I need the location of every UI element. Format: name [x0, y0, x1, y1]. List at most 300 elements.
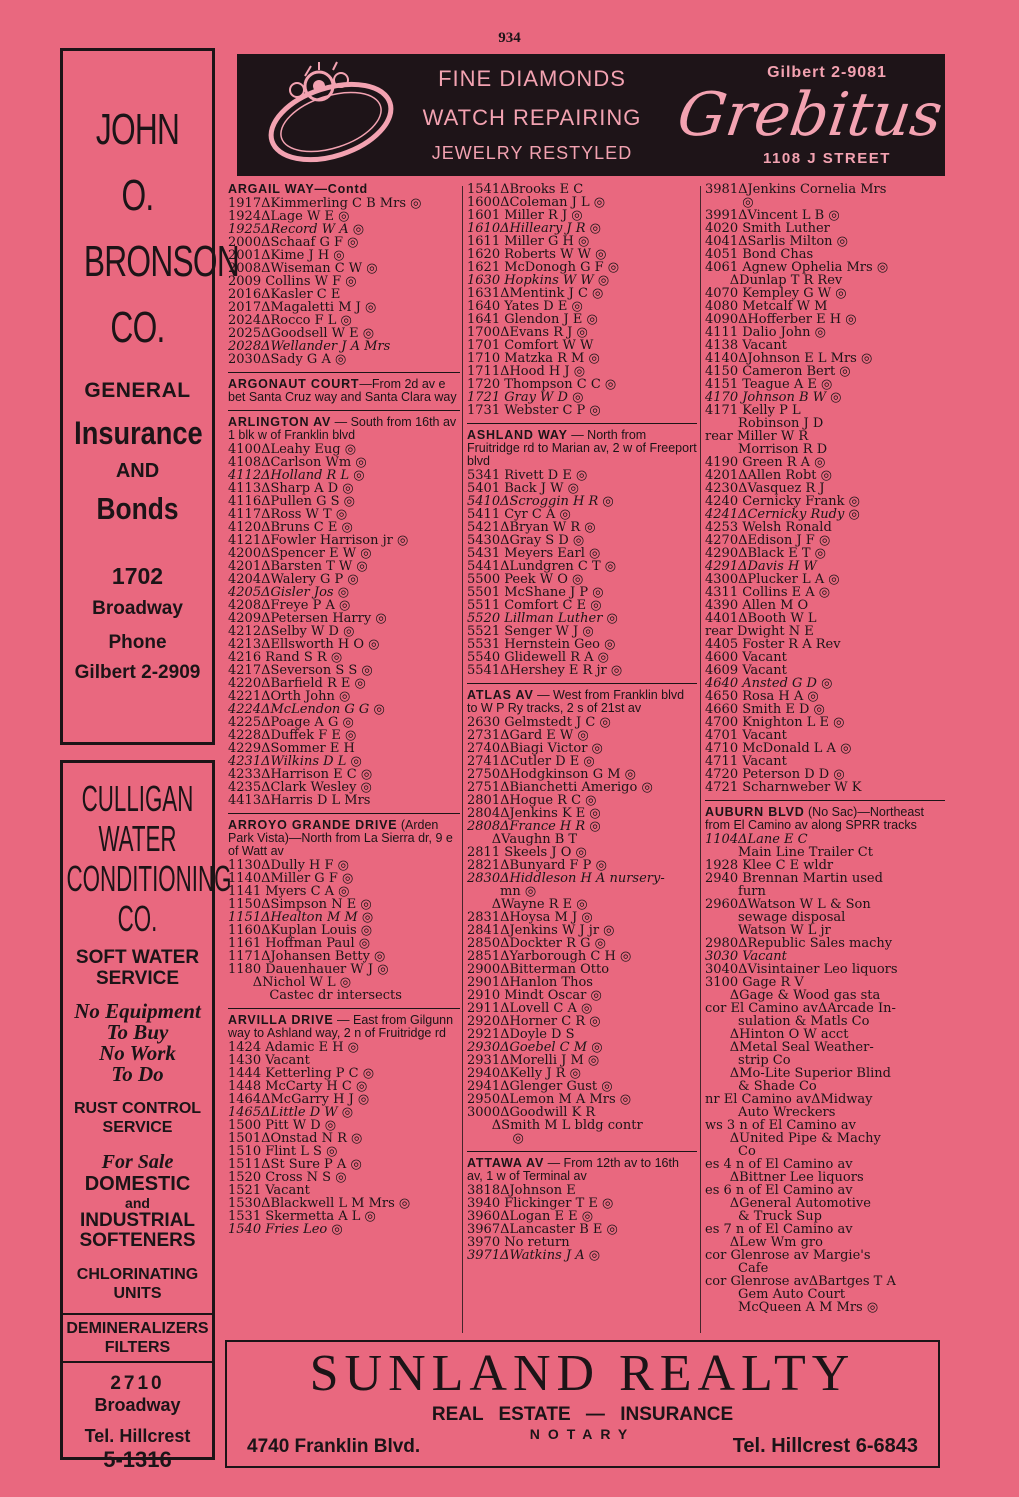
directory-entry: 5501 McShane J P ◎ [467, 586, 604, 599]
directory-entry: 4600 Vacant [705, 651, 787, 664]
culligan-name-1: CULLIGAN [81, 778, 194, 819]
directory-entry: Castec dr intersects [228, 989, 402, 1002]
directory-entry: 1161 Hoffman Paul ◎ [228, 937, 371, 950]
directory-entry: 1160ΔKuplan Louis ◎ [228, 924, 373, 937]
directory-entry: 2830ΔHiddleson H A nursery- [467, 872, 665, 885]
directory-entry: 1130ΔDully H F ◎ [228, 859, 350, 872]
street-description: — East from Gilgunn way to Ashland way, 2 n of Fruitridge rd [228, 1013, 454, 1040]
bronson-insurance: Insurance [74, 415, 203, 451]
street-section [467, 683, 697, 1145]
directory-entry: 2980ΔRepublic Sales machy [705, 937, 893, 950]
street-heading [228, 813, 460, 858]
directory-entry: 1140ΔMiller G F ◎ [228, 872, 354, 885]
directory-entry: 2930ΔGoebel C M ◎ [467, 1041, 603, 1054]
directory-entry: ΔGeneral Automotive [705, 1197, 871, 1210]
bronson-insurance-ad [60, 48, 240, 745]
directory-entry: 4235ΔClark Wesley ◎ [228, 781, 372, 794]
directory-entry: 4170 Johnson B W ◎ [705, 391, 842, 404]
directory-entry: 2940 Brennan Martin used [705, 872, 883, 885]
directory-entry: 4660 Smith E D ◎ [705, 703, 825, 716]
directory-entry: 4231ΔWilkins D L ◎ [228, 755, 362, 768]
directory-entry: ΔHinton O W acct [705, 1028, 849, 1041]
directory-entry: 2030ΔSady G A ◎ [228, 353, 347, 366]
directory-entry: 1444 Ketterling P C ◎ [228, 1067, 375, 1080]
directory-entry: 1917ΔKimmerling C B Mrs ◎ [228, 197, 422, 210]
culligan-tel-label: Tel. Hillcrest [84, 1426, 191, 1446]
directory-entry: 1424 Adamic E H ◎ [228, 1041, 360, 1054]
sunland-realty-ad [225, 1340, 940, 1468]
directory-entry: McQueen A M Mrs ◎ [705, 1301, 879, 1314]
directory-entry: 2741ΔCutler D E ◎ [467, 755, 595, 768]
directory-entry: Cafe [705, 1262, 769, 1275]
directory-entry: ΔBittner Lee liquors [705, 1171, 864, 1184]
directory-entry: 5540 Glidewell R A ◎ [467, 651, 609, 664]
directory-entry: 4061 Agnew Ophelia Mrs ◎ [705, 261, 889, 274]
directory-entry: 2941ΔGlenger Gust ◎ [467, 1080, 613, 1093]
directory-entry: 2950ΔLemon M A Mrs ◎ [467, 1093, 632, 1106]
directory-entry: 1521 Vacant [228, 1184, 310, 1197]
street-heading [228, 183, 460, 196]
directory-entry: 4041ΔSarlis Milton ◎ [705, 235, 848, 248]
culligan-address-number: 2710 [110, 1373, 165, 1394]
directory-entry: 4721 Scharnweber W K [705, 781, 862, 794]
directory-entry: 4108ΔCarlson Wm ◎ [228, 456, 367, 469]
culligan-rust-service: SERVICE [102, 1119, 173, 1136]
directory-entry: 1141 Myers C A ◎ [228, 885, 350, 898]
directory-entry: Auto Wreckers [705, 1106, 836, 1119]
culligan-tel-number: 5-1316 [103, 1447, 172, 1472]
street-heading [467, 683, 697, 715]
column-divider [462, 186, 463, 1333]
directory-entry: 5521 Senger W J ◎ [467, 625, 594, 638]
directory-entry: 4051 Bond Chas [705, 248, 814, 261]
directory-entry: 1600ΔColeman J L ◎ [467, 196, 606, 209]
directory-entry: 1610ΔHilleary J R ◎ [467, 222, 602, 235]
directory-entry: 4204ΔWalery G P ◎ [228, 573, 359, 586]
directory-entry: 4405 Foster R A Rev [705, 638, 841, 651]
bronson-and: AND [115, 460, 160, 482]
directory-entry: cor Glenrose avΔBartges T A [705, 1275, 896, 1288]
directory-entry: 5541ΔHershey E R jr ◎ [467, 664, 623, 677]
directory-entry: 4171 Kelly P L [705, 404, 801, 417]
directory-entry: 2831ΔHoysa M J ◎ [467, 911, 593, 924]
street-name: ATTAWA AV [467, 1156, 545, 1170]
directory-entry: 4138 Vacant [705, 339, 787, 352]
directory-entry: 5441ΔLundgren C T ◎ [467, 560, 617, 573]
directory-entry: 1501ΔOnstad N R ◎ [228, 1132, 363, 1145]
directory-entry: ΔWayne R E ◎ [467, 898, 588, 911]
directory-entry: 2808ΔFrance H R ◎ [467, 820, 601, 833]
directory-entry: 2025ΔGoodsell W E ◎ [228, 327, 375, 340]
directory-entry: rear Miller W R [705, 430, 809, 443]
culligan-name-3: CONDITIONING [66, 858, 232, 899]
street-section [228, 410, 460, 807]
culligan-demineralizers: DEMINERALIZERS [66, 1320, 209, 1337]
directory-entry: 2008ΔWiseman C W ◎ [228, 262, 378, 275]
directory-entry: 2024ΔRocco F L ◎ [228, 314, 352, 327]
directory-entry: 2017ΔMagaletti M J ◎ [228, 301, 377, 314]
directory-entry: 5401 Back J W ◎ [467, 482, 579, 495]
directory-entry: 2028ΔWellander J A Mrs [228, 340, 391, 353]
directory-entry: 2801ΔHogue R C ◎ [467, 794, 597, 807]
directory-entry: 1711ΔHood H J ◎ [467, 365, 586, 378]
bronson-general: GENERAL [84, 379, 191, 402]
directory-entry: ΔLew Wm gro [705, 1236, 823, 1249]
street-description: — From 12th av to 16th av, 1 w of Terminal av [467, 1156, 679, 1183]
street-heading [705, 800, 945, 832]
directory-entry: 2016ΔKasler C E [228, 288, 341, 301]
directory-entry: Robinson J D [705, 417, 824, 430]
directory-entry: 2851ΔYarborough C H ◎ [467, 950, 632, 963]
directory-entry: 2960ΔWatson W L & Son [705, 898, 871, 911]
bronson-name-2: O. [121, 171, 154, 220]
directory-entry: 3818ΔJohnson E [467, 1184, 576, 1197]
directory-entry: strip Co [705, 1054, 791, 1067]
directory-entry: 4117ΔRoss W T ◎ [228, 508, 348, 521]
directory-entry: 4291ΔDavis H W [705, 560, 817, 573]
directory-entry: 4228ΔDuffek F E ◎ [228, 729, 357, 742]
directory-entry: 4200ΔSpencer E W ◎ [228, 547, 372, 560]
directory-entry: 4700 Knighton L E ◎ [705, 716, 845, 729]
directory-entry: 1448 McCarty H C ◎ [228, 1080, 368, 1093]
banner-grebitus-name: Grebitus [673, 80, 947, 150]
directory-entry: 4401ΔBooth W L [705, 612, 817, 625]
directory-entry: 3040ΔVisintainer Leo liquors [705, 963, 898, 976]
directory-entry: 4710 McDonald L A ◎ [705, 742, 852, 755]
directory-entry: 3991ΔVincent L B ◎ [705, 209, 840, 222]
directory-entry: 4650 Rosa H A ◎ [705, 690, 819, 703]
directory-entry: 4100ΔLeahy Eug ◎ [228, 443, 357, 456]
directory-entry: 1925ΔRecord W A ◎ [228, 223, 365, 236]
directory-entry: 2750ΔHodgkinson G M ◎ [467, 768, 636, 781]
directory-entry: es 4 n of El Camino av [705, 1158, 853, 1171]
directory-entry: 4640 Ansted G D ◎ [705, 677, 833, 690]
directory-entry: 1180 Dauenhauer W J ◎ [228, 963, 389, 976]
directory-entry: 4213ΔEllsworth H O ◎ [228, 638, 380, 651]
directory-entry: nr El Camino avΔMidway [705, 1093, 873, 1106]
directory-entry: Co [705, 1145, 756, 1158]
directory-entry: 4201ΔBarsten T W ◎ [228, 560, 368, 573]
directory-entry: & Truck Sup [705, 1210, 822, 1223]
directory-entry: 1531 Skermetta A L ◎ [228, 1210, 376, 1223]
directory-entry: 2630 Gelmstedt J C ◎ [467, 716, 611, 729]
directory-entry: 2811 Skeels J O ◎ [467, 846, 587, 859]
directory-entry: furn [705, 885, 766, 898]
directory-entry: 4240 Cernicky Frank ◎ [705, 495, 860, 508]
directory-entry: Morrison R D [705, 443, 828, 456]
directory-entry: cor Glenrose av Margie's [705, 1249, 871, 1262]
directory-column-3 [705, 183, 945, 1320]
directory-entry: 1720 Thompson C C ◎ [467, 378, 617, 391]
directory-entry: 4217ΔSeverson S S ◎ [228, 664, 373, 677]
directory-entry: Main Line Trailer Ct [705, 846, 873, 859]
directory-entry: 1601 Miller R J ◎ [467, 209, 583, 222]
banner-phone: Gilbert 2-9081 [767, 64, 887, 81]
directory-entry: 2900ΔBitterman Otto [467, 963, 610, 976]
banner-fine-diamonds: FINE DIAMONDS [438, 66, 626, 91]
directory-entry: ◎ [705, 196, 754, 209]
directory-entry: 1731 Webster C P ◎ [467, 404, 601, 417]
directory-entry: 4230ΔVasquez R J [705, 482, 825, 495]
directory-entry: es 6 n of El Camino av [705, 1184, 853, 1197]
directory-entry: 5411 Cyr C A ◎ [467, 508, 571, 521]
bronson-address-number: 1702 [111, 563, 164, 589]
directory-entry: 4208ΔFreye P A ◎ [228, 599, 351, 612]
directory-entry: 1520 Cross N S ◎ [228, 1171, 347, 1184]
directory-entry: ws 3 n of El Camino av [705, 1119, 856, 1132]
directory-entry: sewage disposal [705, 911, 846, 924]
culligan-filters: FILTERS [104, 1339, 171, 1356]
directory-entry: 1530ΔBlackwell L M Mrs ◎ [228, 1197, 411, 1210]
directory-entry: 2850ΔDockter R G ◎ [467, 937, 606, 950]
directory-entry: 2821ΔBunyard F P ◎ [467, 859, 607, 872]
culligan-industrial: INDUSTRIAL [79, 1210, 196, 1231]
directory-entry: 4111 Dalio John ◎ [705, 326, 826, 339]
directory-entry: 4205ΔGisler Jos ◎ [228, 586, 350, 599]
culligan-no-work: No Work [99, 1041, 176, 1065]
directory-entry: 1928 Klee C E wldr [705, 859, 834, 872]
directory-column-1 [228, 183, 460, 1242]
directory-entry: 1540 Fries Leo ◎ [228, 1223, 343, 1236]
directory-entry: 1924ΔLage W E ◎ [228, 210, 350, 223]
directory-entry: Watson W L jr [705, 924, 831, 937]
street-section [228, 183, 460, 366]
directory-entry: 2841ΔJenkins W J jr ◎ [467, 924, 615, 937]
bronson-address-street: Broadway [92, 598, 183, 619]
culligan-softeners: SOFTENERS [79, 1230, 196, 1251]
directory-entry: 3940 Flickinger T E ◎ [467, 1197, 614, 1210]
directory-entry: 1465ΔLittle D W ◎ [228, 1106, 354, 1119]
directory-entry: 1541ΔBrooks E C [467, 183, 584, 196]
street-section [228, 372, 460, 404]
directory-entry: 4190 Green R A ◎ [705, 456, 826, 469]
directory-entry: 4080 Metcalf W M [705, 300, 828, 313]
directory-entry: 1464ΔMcGarry H J ◎ [228, 1093, 370, 1106]
culligan-to-do: To Do [111, 1062, 164, 1086]
directory-entry: 4241ΔCernicky Rudy ◎ [705, 508, 860, 521]
street-section [467, 183, 697, 417]
directory-entry: 2910 Mindt Oscar ◎ [467, 989, 602, 1002]
directory-entry: 1701 Comfort W W [467, 339, 594, 352]
directory-entry: 2931ΔMorelli J M ◎ [467, 1054, 600, 1067]
street-name: ARROYO GRANDE DRIVE [228, 818, 398, 832]
culligan-soft-water: SOFT WATER [75, 947, 200, 968]
street-description: — South from 16th av 1 blk w of Franklin blvd [228, 415, 457, 442]
bronson-name-4: CO. [110, 303, 165, 352]
directory-entry: 4225ΔPoage A G ◎ [228, 716, 354, 729]
directory-entry: sulation & Matls Co [705, 1015, 870, 1028]
directory-entry: rear Dwight N E [705, 625, 814, 638]
directory-entry: 3000ΔGoodwill K R [467, 1106, 596, 1119]
sunland-address: 4740 Franklin Blvd. [247, 1436, 421, 1457]
directory-entry: 1641 Glendon J E ◎ [467, 313, 598, 326]
directory-entry: 2920ΔHorner C R ◎ [467, 1015, 601, 1028]
directory-entry: ΔSmith M L bldg contr [467, 1119, 643, 1132]
directory-entry: 4711 Vacant [705, 755, 787, 768]
directory-entry: ΔDunlap T R Rev [705, 274, 843, 287]
directory-entry: Gem Auto Court [705, 1288, 846, 1301]
directory-entry: 4151 Teague A E ◎ [705, 378, 833, 391]
culligan-service: SERVICE [95, 968, 180, 989]
directory-entry: 1500 Pitt W D ◎ [228, 1119, 337, 1132]
directory-entry: 4253 Welsh Ronald [705, 521, 832, 534]
directory-entry: 4201ΔAllen Robt ◎ [705, 469, 833, 482]
directory-entry: 1430 Vacant [228, 1054, 310, 1067]
page-number: 934 [498, 30, 521, 46]
bronson-bonds: Bonds [96, 491, 179, 526]
directory-entry: ◎ [467, 1132, 524, 1145]
culligan-and: and [125, 1195, 150, 1211]
directory-entry: 5410ΔScroggin H R ◎ [467, 495, 614, 508]
directory-entry: 4121ΔFowler Harrison jr ◎ [228, 534, 409, 547]
directory-entry: 1621 McDonogh G F ◎ [467, 261, 620, 274]
street-description: (No Sac)—Northeast from El Camino av along SPRR tracks [705, 805, 925, 832]
street-section [228, 813, 460, 1002]
directory-entry: 4140ΔJohnson E L Mrs ◎ [705, 352, 873, 365]
directory-entry: 5431 Meyers Earl ◎ [467, 547, 601, 560]
directory-entry: 1151ΔHealton M M ◎ [228, 911, 374, 924]
culligan-domestic: DOMESTIC [84, 1173, 191, 1195]
culligan-no-equipment: No Equipment [74, 999, 201, 1023]
directory-entry: 5520 Lillman Luther ◎ [467, 612, 618, 625]
directory-entry: 3960ΔLogan E E ◎ [467, 1210, 594, 1223]
directory-entry: ΔUnited Pipe & Machy [705, 1132, 881, 1145]
directory-entry: 2921ΔDoyle D S [467, 1028, 575, 1041]
street-name: ARVILLA DRIVE [228, 1013, 334, 1027]
street-name: AUBURN BLVD [705, 805, 805, 819]
directory-entry: 1710 Matzka R M ◎ [467, 352, 600, 365]
directory-entry: 1150ΔSimpson N E ◎ [228, 898, 372, 911]
directory-entry: 2804ΔJenkins K E ◎ [467, 807, 601, 820]
directory-entry: 4224ΔMcLendon G G ◎ [228, 703, 385, 716]
directory-entry: 4220ΔBarfield R E ◎ [228, 677, 366, 690]
street-section [467, 423, 697, 677]
street-name: ARGAIL WAY—Contd [228, 182, 368, 196]
directory-entry: 3971ΔWatkins J A ◎ [467, 1249, 601, 1262]
street-heading [467, 423, 697, 468]
culligan-name-4: CO. [117, 898, 158, 939]
directory-entry: 4229ΔSommer E H [228, 742, 355, 755]
banner-jewelry-restyled: JEWELRY RESTYLED [431, 143, 633, 163]
directory-entry: 4221ΔOrth John ◎ [228, 690, 351, 703]
directory-entry: 4120ΔBruns C E ◎ [228, 521, 353, 534]
column-divider [700, 186, 701, 1333]
directory-entry: 2740ΔBiagi Victor ◎ [467, 742, 603, 755]
directory-entry: 4150 Cameron Bert ◎ [705, 365, 851, 378]
culligan-rust-control: RUST CONTROL [73, 1100, 202, 1117]
street-name: ATLAS AV [467, 688, 534, 702]
street-name: ARGONAUT COURT [228, 377, 360, 391]
directory-entry: 5531 Hernstein Geo ◎ [467, 638, 616, 651]
street-description: — West from Franklin blvd to W P Ry tracks, 2 s of 21st av [467, 688, 685, 715]
directory-entry: ΔNichol W L ◎ [228, 976, 352, 989]
culligan-to-buy: To Buy [106, 1020, 169, 1044]
directory-entry: 4112ΔHolland R L ◎ [228, 469, 365, 482]
directory-entry: 1511ΔSt Sure P A ◎ [228, 1158, 362, 1171]
culligan-units: UNITS [113, 1285, 162, 1302]
directory-entry: 4720 Peterson D D ◎ [705, 768, 845, 781]
directory-entry: 3967ΔLancaster B E ◎ [467, 1223, 618, 1236]
directory-entry: 2731ΔGard E W ◎ [467, 729, 589, 742]
directory-entry: 4233ΔHarrison E C ◎ [228, 768, 373, 781]
bronson-phone: Gilbert 2-2909 [74, 662, 201, 683]
directory-entry: 1171ΔJohansen Betty ◎ [228, 950, 386, 963]
directory-entry: & Shade Co [705, 1080, 817, 1093]
directory-entry: ΔVaughn B T [467, 833, 578, 846]
sunland-tel: Tel. Hillcrest 6-6843 [732, 1435, 918, 1457]
street-section [467, 1151, 697, 1262]
street-section [705, 183, 945, 794]
directory-entry: 1721 Gray W D ◎ [467, 391, 584, 404]
directory-entry: 4216 Rand S R ◎ [228, 651, 343, 664]
sunland-name: SUNLAND REALTY [309, 1345, 856, 1402]
street-description: —From 2d av e bet Santa Cruz way and Santa Clara way [228, 377, 457, 404]
directory-entry: 4090ΔHofferber E H ◎ [705, 313, 857, 326]
directory-entry: 3100 Gage R V [705, 976, 804, 989]
street-description: (Arden Park Vista)—North from La Sierra dr, 9 e of Watt av [228, 818, 453, 858]
bronson-name-1: JOHN [95, 105, 180, 154]
bronson-name-3: BRONSON [83, 237, 240, 286]
directory-entry: 4290ΔBlack E T ◎ [705, 547, 826, 560]
directory-entry: 3030 Vacant [705, 950, 787, 963]
directory-entry: 2009 Collins W F ◎ [228, 275, 357, 288]
directory-entry: 1611 Miller G H ◎ [467, 235, 590, 248]
directory-entry: 2000ΔSchaaf G F ◎ [228, 236, 359, 249]
directory-entry: 4270ΔEdison J F ◎ [705, 534, 831, 547]
culligan-name-2: WATER [98, 818, 177, 859]
directory-entry: 5430ΔGray S D ◎ [467, 534, 585, 547]
directory-entry: 2001ΔKime J H ◎ [228, 249, 345, 262]
street-heading [228, 1008, 460, 1040]
directory-entry: 1640 Yates D E ◎ [467, 300, 583, 313]
directory-entry: 4609 Vacant [705, 664, 787, 677]
directory-entry: 4390 Allen M O [705, 599, 809, 612]
directory-entry: 5511 Comfort C E ◎ [467, 599, 602, 612]
directory-entry: ΔMo-Lite Superior Blind [705, 1067, 891, 1080]
directory-entry: 1630 Hopkins W W ◎ [467, 274, 610, 287]
directory-entry: 5421ΔBryan W R ◎ [467, 521, 596, 534]
culligan-for-sale: For Sale [101, 1151, 174, 1173]
directory-entry: 4212ΔSelby W D ◎ [228, 625, 355, 638]
directory-entry: 2911ΔLovell C A ◎ [467, 1002, 593, 1015]
directory-entry: 1104ΔLane E C [705, 833, 808, 846]
directory-entry: 4209ΔPetersen Harry ◎ [228, 612, 387, 625]
directory-entry: 5500 Peek W O ◎ [467, 573, 584, 586]
bronson-phone-label: Phone [108, 632, 167, 653]
sunland-services: REAL ESTATE — INSURANCE [431, 1404, 734, 1425]
street-section [705, 800, 945, 1314]
banner-watch-repairing: WATCH REPAIRING [422, 105, 642, 130]
directory-entry: 1700ΔEvans R J ◎ [467, 326, 588, 339]
sunland-notary: NOTARY [529, 1426, 636, 1442]
directory-entry: mn ◎ [467, 885, 537, 898]
directory-entry: 4300ΔPlucker L A ◎ [705, 573, 840, 586]
directory-entry: 4311 Collins E A ◎ [705, 586, 831, 599]
directory-entry: 2901ΔHanlon Thos [467, 976, 593, 989]
culligan-address-street: Broadway [94, 1395, 181, 1415]
directory-entry: ΔGage & Wood gas sta [705, 989, 881, 1002]
grebitus-jewelry-banner [237, 54, 945, 176]
directory-entry: 4413ΔHarris D L Mrs [228, 794, 371, 807]
directory-entry: 4113ΔSharp A D ◎ [228, 482, 354, 495]
directory-entry: 3970 No return [467, 1236, 570, 1249]
street-section [228, 1008, 460, 1236]
directory-column-2 [467, 183, 697, 1268]
directory-entry: 4070 Kempley G W ◎ [705, 287, 847, 300]
directory-entry: 3981ΔJenkins Cornelia Mrs [705, 183, 887, 196]
directory-entry: es 7 n of El Camino av [705, 1223, 853, 1236]
directory-entry: 5341 Rivett D E ◎ [467, 469, 588, 482]
